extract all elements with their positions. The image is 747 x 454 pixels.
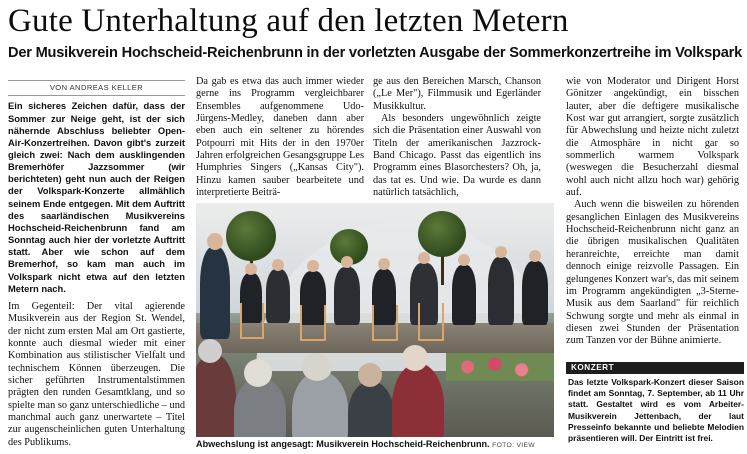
headline: Gute Unterhaltung auf den letzten Metern — [8, 3, 569, 39]
audience-member — [348, 381, 394, 437]
tree — [226, 211, 276, 261]
audience-head — [402, 345, 428, 371]
audience-head — [244, 359, 272, 387]
musician-head — [418, 252, 430, 264]
body-paragraph: ge aus den Bereichen Marsch, Chanson („Le Mer"), Filmmusik und Egerländer Musikkultur. — [373, 76, 541, 112]
infobox-title: KONZERT — [566, 362, 744, 374]
musician — [334, 267, 360, 325]
infobox-text: Das letzte Volkspark-Konzert dieser Saison findet am Sonntag, 7. September, ab 11 Uhr statt. Gestaltet wird es vom Arbeiter-Musikverein Jettenbach, der laut Presseinfo bekannte und beliebte Melodien präsentieren will. Der Eintritt ist frei. — [568, 377, 744, 444]
audience-member — [196, 353, 236, 437]
flower-bed — [446, 353, 554, 381]
musician — [488, 257, 514, 325]
conductor — [200, 247, 230, 339]
byline: VON ANDREAS KELLER — [8, 80, 185, 96]
musician-head — [272, 259, 284, 271]
musician — [266, 269, 290, 323]
musician-head — [495, 246, 507, 258]
article-column-2 — [196, 76, 364, 199]
chair — [418, 303, 444, 341]
audience-head — [198, 339, 222, 363]
audience-member — [392, 363, 444, 437]
musician-head — [378, 258, 390, 270]
photo-credit: FOTO: VIEW — [492, 442, 536, 449]
audience-head — [302, 353, 332, 381]
subheadline: Der Musikverein Hochscheid-Reichenbrunn in der vorletzten Ausgabe der Sommerkonzertreihe im Volkspark — [8, 45, 743, 61]
body-paragraph: Auch wenn die bisweilen zu hörenden gesanglichen Einlagen des Musikvereins Hochscheid-Reichenbrunn nicht ganz an die übrigen musikalischen Qualitäten heranreichte, erreichte man damit dennoch einige reizvolle Passagen. Ein gelungenes Konzert war's, das mit seinem im Programm angekündigten „3-Sterne-Musik aus dem Saarland" für reichlich Schwung sorgte und mehr als einmal in diesen zwei Stunden der Präsentation zum Tanzen vor der Bühne animierte. — [566, 199, 739, 347]
article-column-4 — [566, 76, 739, 348]
lead-paragraph: Ein sicheres Zeichen dafür, dass der Sommer zur Neige geht, ist der sich nähernde Abschluss beliebter Open-Air-Konzertreihen. Davon gibt's zurzeit gleich zwei: Nach dem ausklingenden Bremerhöfer Jazzsommer (wir berichteten) geht nun auch der Reigen der Volkspark-Konzerte allmählich seinem Ende entgegen. Mit dem Auftritt des saarländischen Musikvereins Hochscheid-Reichenbrunn fand am Sonntag auch hier der vorletzte Auftritt statt. Aber wie schon auf dem Bremerhof, so kam man auch im Volkspark nicht etwa auf den letzten Metern nach. — [8, 100, 185, 294]
article-column-3 — [373, 76, 541, 199]
body-paragraph: Da gab es etwa das auch immer wieder gerne ins Programm vergleichbarer Ensembles aufgenommene Udo-Jürgens-Medley, daneben dann aber eben auch ein seltener zu hörendes Potpourri mit Hits der in den 1970er Jahren erfolgreichen Gesangsgruppe Les Humphries Singers („Kansas City"). Hinzu kamen sauber bearbeitete und interpretierte Beiträ- — [196, 76, 364, 199]
musician-head — [529, 250, 541, 262]
musician-head — [307, 260, 319, 272]
chair — [240, 303, 264, 339]
concert-photo — [196, 203, 554, 437]
conductor-head — [207, 233, 223, 250]
caption-text: Abwechslung ist angesagt: Musikverein Hochscheid-Reichenbrunn. — [196, 439, 490, 449]
audience-head — [358, 363, 382, 387]
musician-head — [245, 263, 257, 275]
body-paragraph: wie von Moderator und Dirigent Horst Gönitzer angekündigt, ein bisschen lauter, aber die deftigere musikalische Kost war gut arrangiert, sorgte zusätzlich für Abwechslung und heizte nicht zuletzt die Atmosphäre in nicht gar so sommerlich warmem Volkspark (weswegen die Besucherzahl diesmal wohl auch nicht allzu hoch war) gehörig auf. — [566, 76, 739, 199]
photo-caption — [196, 439, 566, 451]
audience-member — [292, 371, 348, 437]
chair — [300, 305, 326, 341]
body-paragraph: Als besonders ungewöhnlich zeigte sich die Präsentation einer Auswahl von Titeln der amerikanischen Jazzrock-Band Chicago. Passt das eigentlich ins Programm eines Blasorchesters? Oh, ja, das tat es. Und wie. Da wurde es dann natürlich tatsächlich, — [373, 113, 541, 199]
body-paragraph: Im Gegenteil: Der vital agierende Musikverein aus der Region St. Wendel, der nicht zum ersten Mal am Ort gastierte, konnte auch diesmal wieder mit einer Kombination aus stilistischer Vielfalt und technischem Können überzeugen. Die sicher geführten Instrumentalstimmen prägten den runden Gesamtklang, und so spielte man so ganz unterschiedliche – und manchmal auch ganz unerwartete – Titel zur augenscheinlichen guten Unterhaltung des Publikums. — [8, 300, 185, 448]
musician — [452, 265, 476, 325]
musician-head — [458, 254, 470, 266]
article-column-1 — [8, 80, 185, 449]
musician-head — [341, 256, 353, 268]
tree — [418, 211, 466, 257]
chair — [372, 305, 398, 341]
concert-infobox — [566, 362, 744, 444]
musician — [522, 261, 548, 325]
